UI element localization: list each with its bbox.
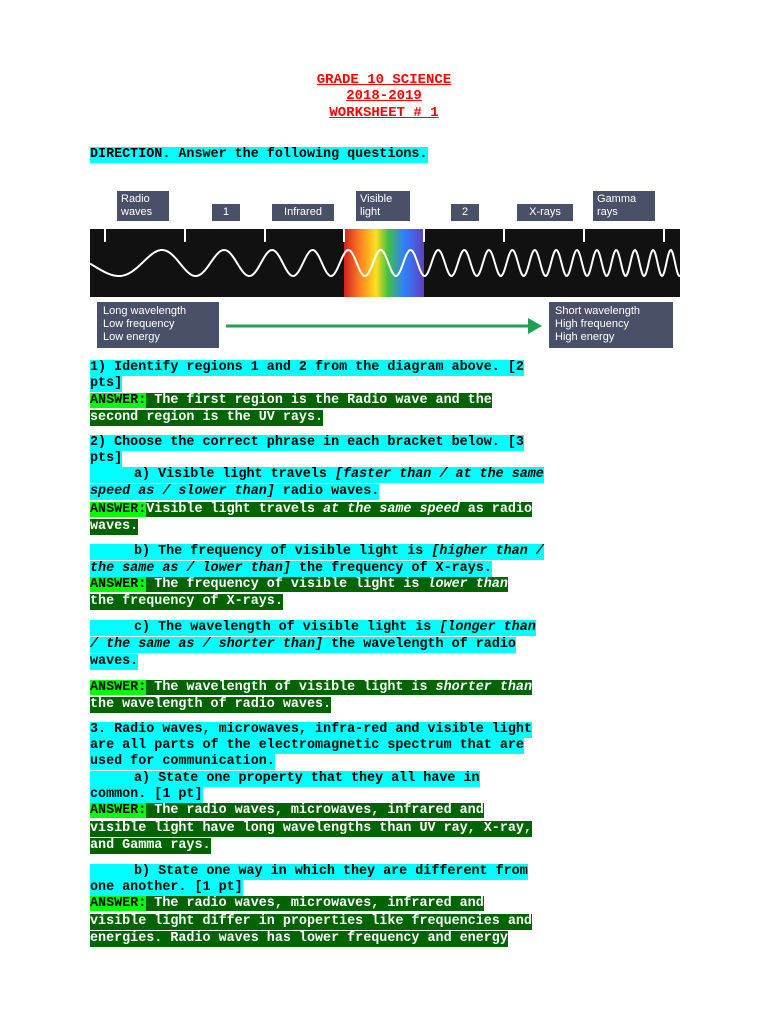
q2a-line: speed as / slower than] radio waves. <box>90 484 380 499</box>
arrow-head <box>528 318 542 334</box>
label-infrared: Infrared <box>272 204 334 221</box>
q2b-answer: ANSWER: The frequency of visible light is lower than <box>90 577 508 592</box>
q1-answer-line: second region is the UV rays. <box>90 410 324 425</box>
box-left-line: Low frequency <box>103 318 175 330</box>
label-x-rays: X-rays <box>517 204 573 221</box>
box-right-line: High frequency <box>555 318 629 330</box>
high-energy-box <box>549 302 673 348</box>
box-right-line: Short wavelength <box>555 305 640 317</box>
q3a-answer-line: visible light have long wavelengths than UV ray, X-ray, <box>90 821 532 836</box>
box-left-line: Low energy <box>103 331 160 343</box>
label-region-2: 2 <box>451 204 479 221</box>
q3-line: used for communication. <box>90 754 275 769</box>
q2c-answer-line: the wavelength of radio waves. <box>90 697 332 712</box>
q1-line: pts] <box>90 376 123 391</box>
q1-answer: ANSWER: The first region is the Radio wave and the <box>90 393 492 408</box>
title-year: 2018-2019 <box>346 88 422 104</box>
label-visible-light: Visible light <box>356 191 410 221</box>
q2c-answer: ANSWER: The wavelength of visible light is shorter than <box>90 680 532 695</box>
q3b-answer-line: energies. Radio waves has lower frequency and energy <box>90 931 508 946</box>
q2a-answer-line: waves. <box>90 519 139 534</box>
box-left-line: Long wavelength <box>103 305 187 317</box>
q3a-answer-line: and Gamma rays. <box>90 838 211 853</box>
direction-text: DIRECTION. Answer the following questions. <box>90 147 428 162</box>
q3a-line: a) State one property that they all have in <box>90 771 480 787</box>
q2-line: pts] <box>90 451 123 466</box>
q2c-line: / the same as / shorter than] the wavelength of radio <box>90 637 516 652</box>
label-gamma-rays: Gamma rays <box>593 191 655 221</box>
q3b-line: b) State one way in which they are different from <box>90 864 528 880</box>
low-energy-box <box>97 302 219 348</box>
q3-line: 3. Radio waves, microwaves, infra-red and visible light <box>90 722 532 737</box>
title-grade: GRADE 10 SCIENCE <box>316 72 452 88</box>
label-region-1: 1 <box>212 204 240 221</box>
q2a-answer: ANSWER:Visible light travels at the same speed as radio <box>90 502 532 517</box>
q2a-line: a) Visible light travels [faster than / at the same <box>90 467 544 483</box>
q2c-line: c) The wavelength of visible light is [longer than <box>90 620 536 636</box>
title-worksheet: WORKSHEET # 1 <box>329 105 439 121</box>
q3-line: are all parts of the electromagnetic spectrum that are <box>90 738 524 753</box>
q1-line: 1) Identify regions 1 and 2 from the diagram above. [2 <box>90 360 524 375</box>
q3b-answer: ANSWER: The radio waves, microwaves, infrared and <box>90 896 484 911</box>
q3a-answer: ANSWER: The radio waves, microwaves, infrared and <box>90 803 484 818</box>
q2c-line: waves. <box>90 654 139 669</box>
q3b-answer-line: visible light differ in properties like frequencies and <box>90 914 532 929</box>
em-spectrum-diagram <box>90 186 680 354</box>
box-right-line: High energy <box>555 331 615 343</box>
q2b-line: the same as / lower than] the frequency of X-rays. <box>90 561 492 576</box>
q3a-line: common. [1 pt] <box>90 787 203 802</box>
q3b-line: one another. [1 pt] <box>90 880 243 895</box>
label-radio-waves: Radio waves <box>117 191 169 221</box>
q2b-answer-line: the frequency of X-rays. <box>90 594 283 609</box>
q2-line: 2) Choose the correct phrase in each bracket below. [3 <box>90 435 524 450</box>
q2b-line: b) The frequency of visible light is [higher than / <box>90 544 544 560</box>
